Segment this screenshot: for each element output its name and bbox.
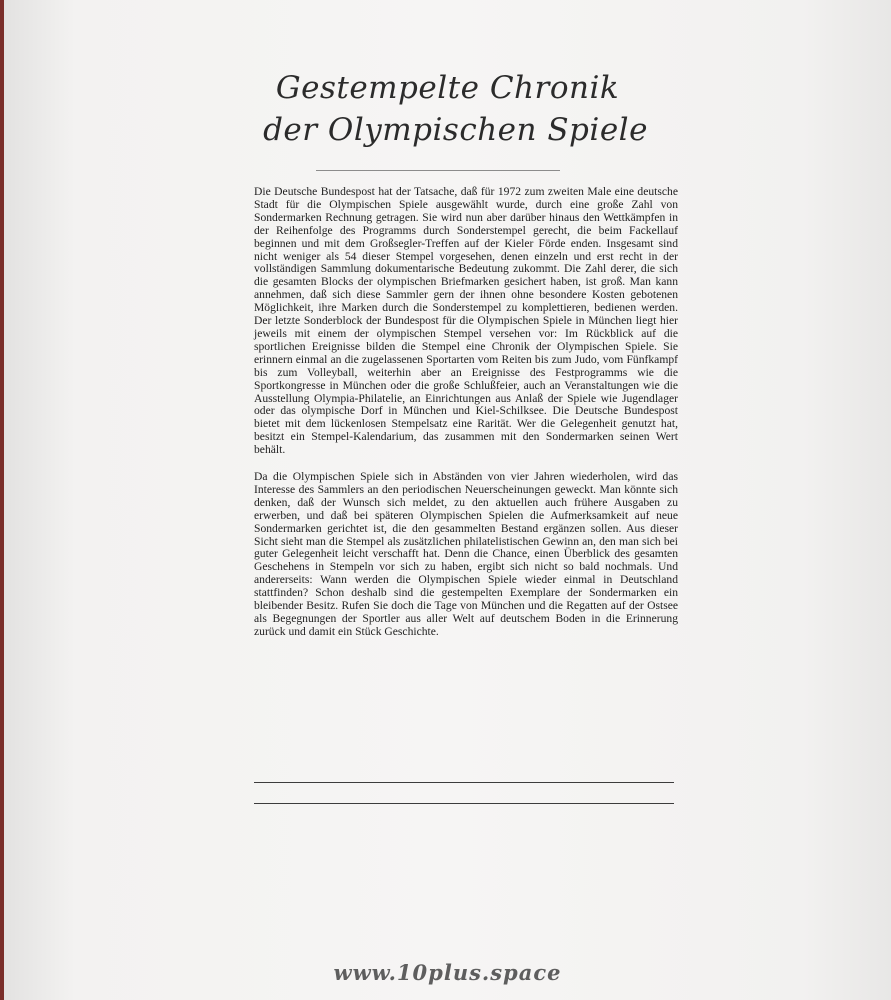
book-page — [4, 0, 891, 1000]
blank-line-1 — [254, 782, 674, 783]
blank-line-2 — [254, 803, 674, 804]
page-title-line-1: Gestempelte Chronik — [275, 70, 620, 106]
watermark-text: www.10plus.space — [333, 960, 562, 985]
page-title-line-2: der Olympischen Spiele — [263, 112, 648, 148]
paragraph-1: Die Deutsche Bundespost hat der Tatsache, daß für 1972 zum zweiten Male eine deutsche Stadt für die Olympischen Spiele ausgewählt wurde, durch eine große Zahl von Sondermarken Rechnung getragen. Sie wird nun aber darüber hinaus den Wettkämpfen in der Reihenfolge des Programms durch Sonderstempel gerecht, die beim Fackellauf beginnen und mit dem Großsegler-Treffen auf der Kieler Förde enden. Insgesamt sind nicht weniger als 54 dieser Stempel vorgesehen, denen einzeln und erst recht in der vollständigen Sammlung dokumentarische Bedeutung zukommt. Die Zahl derer, die sich die gesamten Blocks der olympischen Briefmarken gesichert haben, ist groß. Man kann annehmen, daß sich diese Sammler gern der ihnen ohne besondere Kosten gebotenen Möglichkeit, ihre Marken durch die Sonderstempel zu komplettieren, bedienen werden. Der letzte Sonderblock der Bundespost für die Olympischen Spiele in München liegt hier jeweils mit einem der olympischen Stempel versehen vor: Im Rückblick auf die sportlichen Ereignisse bilden die Stempel eine Chronik der Olympischen Spiele. Sie erinnern einmal an die zugelassenen Sportarten vom Reiten bis zum Judo, vom Fünfkampf bis zum Volleyball, weiterhin aber an Ereignisse des Festprogramms wie die Sportkongresse in München oder die große Schlußfeier, auch an Veranstaltungen wie die Ausstellung Olympia-Philatelie, an Einrichtungen aus Anlaß der Spiele wie Jugendlager oder das olympische Dorf in München und Kiel-Schilksee. Die Deutsche Bundespost bietet mit dem lückenlosen Stempelsatz eine Rarität. Wer die Gelegenheit genutzt hat, besitzt ein Stempel-Kalendarium, das zusammen mit den Sondermarken seinen Wert behält. — [254, 185, 678, 457]
title-divider — [316, 170, 560, 171]
article-body — [254, 186, 678, 653]
paragraph-2: Da die Olympischen Spiele sich in Abständen von vier Jahren wiederholen, wird das Interesse des Sammlers an den periodischen Neuerscheinungen geweckt. Man könnte sich denken, daß der Wunsch sich meldet, zu den aktuellen auch frühere Ausgaben zu erwerben, und daß bei späteren Olympischen Spielen die Aufmerksamkeit auf neue Sondermarken gerichtet ist, die den gesammelten Bestand ergänzen sollen. Aus dieser Sicht sieht man die Stempel als zusätzlichen philatelistischen Gewinn an, den man sich bei guter Gelegenheit leicht verschafft hat. Denn die Chance, einen Überblick des gesamten Geschehens in Stempeln vor sich zu haben, ergibt sich nicht so bald nochmals. Und andererseits: Wann werden die Olympischen Spiele wieder einmal in Deutschland stattfinden? Schon deshalb sind die gestempelten Exemplare der Sondermarken ein bleibender Besitz. Rufen Sie doch die Tage von München und die Regatten auf der Ostsee als Begegnungen der Sportler aus aller Welt auf deutschem Boden in die Erinnerung zurück und damit ein Stück Geschichte. — [254, 470, 678, 638]
